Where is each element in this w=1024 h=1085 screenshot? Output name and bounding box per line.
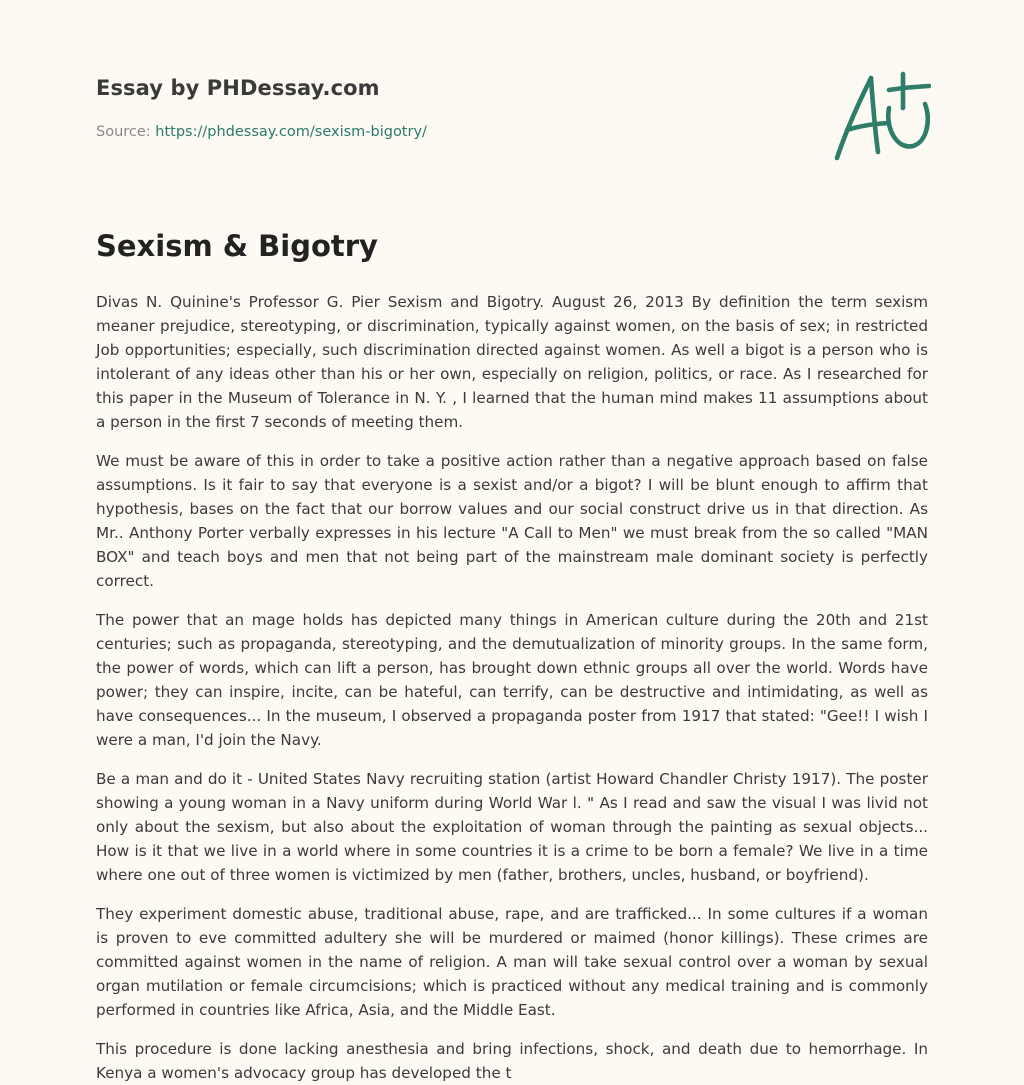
essay-paragraph: We must be aware of this in order to take a positive action rather than a negative approach based on false assumptions. Is it fair to say that everyone is a sexist and/or a bigot? I will be blunt enough to affirm that hypothesis, bases on the fact that our borrow values and our social construct drive us in that direction. As Mr.. Anthony Porter verbally expresses in his lecture "A Call to Men" we must break from the so called "MAN BOX" and teach boys and men that not being part of the mainstream male dominant society is perfectly correct.	[96, 452, 928, 590]
source-label: Source:	[96, 124, 156, 140]
brand-title: Essay by PHDessay.com	[96, 76, 380, 100]
essay-paragraph: This procedure is done lacking anesthesia and bring infections, shock, and death due to hemorrhage. In Kenya a women's advocacy group has developed the t	[96, 1040, 928, 1082]
essay-paragraph: They experiment domestic abuse, traditional abuse, rape, and are trafficked... In some cultures if a woman is proven to eve committed adultery she will be murdered or maimed (honor killings). These crimes are committed against women in the name of religion. A man will take sexual control over a woman by sexual organ mutilation or female circumcisions; which is practiced without any medical training and is commonly performed in countries like Africa, Asia, and the Middle East.	[96, 905, 928, 1019]
a-plus-logo-icon	[831, 68, 931, 164]
essay-paragraph: The power that an mage holds has depicted many things in American culture during the 20th and 21st centuries; such as propaganda, stereotyping, and the demutualization of minority groups. In the same form, the power of words, which can lift a person, has brought down ethnic groups all over the world. Words have power; they can inspire, incite, can be hateful, can terrify, can be destructive and intimidating, as well as have consequences... In the museum, I observed a propaganda poster from 1917 that stated: "Gee!! I wish I were a man, I'd join the Navy.	[96, 611, 928, 749]
essay-paragraph: Be a man and do it - United States Navy recruiting station (artist Howard Chandler Christy 1917). The poster showing a young woman in a Navy uniform during World War l. " As I read and saw the visual I was livid not only about the sexism, but also about the exploitation of woman through the painting as sexual objects... How is it that we live in a world where in some countries it is a crime to be born a female? We live in a time where one out of three women is victimized by men (father, brothers, uncles, husband, or boyfriend).	[96, 770, 928, 884]
essay-body	[96, 290, 928, 1085]
essay-paragraph: Divas N. Quinine's Professor G. Pier Sexism and Bigotry. August 26, 2013 By definition the term sexism meaner prejudice, stereotyping, or discrimination, typically against women, on the basis of sex; in restricted Job opportunities; especially, such discrimination directed against women. As well a bigot is a person who is intolerant of any ideas other than his or her own, especially on religion, politics, or race. As I researched for this paper in the Museum of Tolerance in N. Y. , I learned that the human mind makes 11 assumptions about a person in the first 7 seconds of meeting them.	[96, 293, 928, 431]
source-link[interactable]: https://phdessay.com/sexism-bigotry/	[155, 124, 427, 140]
essay-title: Sexism & Bigotry	[96, 229, 378, 263]
page-header	[96, 0, 928, 200]
source-line	[96, 124, 427, 140]
